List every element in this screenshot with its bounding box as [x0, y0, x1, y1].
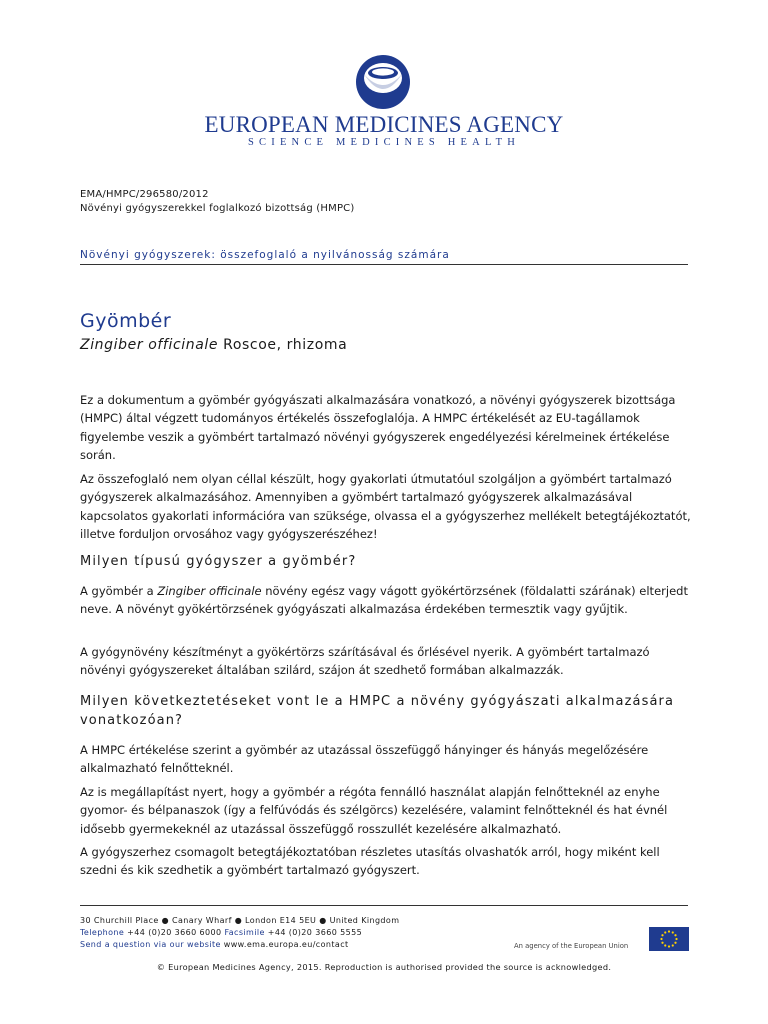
- divider: [80, 264, 688, 265]
- website-link[interactable]: www.ema.europa.eu/contact: [220, 940, 349, 949]
- agency-of-eu: An agency of the European Union: [514, 942, 629, 950]
- intro-paragraph-1: Ez a dokumentum a gyömbér gyógyászati alkalmazására vonatkozó, a növényi gyógyszerek bizottsága (HMPC) által végzett tudományos értékelés összefoglalója. A HMPC értékelését az EU-tagállamok figyelembe veszik a gyömbért tartalmazó növényi gyógyszerek engedélyezési kérelmeinek értékelése során.: [80, 393, 676, 463]
- document-reference: EMA/HMPC/296580/2012: [80, 189, 209, 200]
- agency-tagline: SCIENCE MEDICINES HEALTH: [248, 137, 520, 148]
- section-heading-2: Milyen következtetéseket vont le a HMPC a növény gyógyászati alkalmazására vonatkozóan?: [80, 694, 675, 728]
- section-1-paragraph-2: A gyógynövény készítményt a gyökértörzs szárításával és őrlésével nyerik. A gyömbért tartalmazó növényi gyógyszereket általában szilárd, szájon át szedhető formában alkalmazzák.: [80, 645, 650, 678]
- eu-star-icon: [674, 942, 676, 944]
- eu-star-icon: [661, 934, 663, 936]
- copyright: © European Medicines Agency, 2015. Reproduction is authorised provided the source is acknowledged.: [156, 962, 612, 972]
- footer-address: 30 Churchill Place ● Canary Wharf ● London E14 5EU ● United Kingdom: [80, 916, 400, 925]
- eu-star-icon: [668, 930, 670, 932]
- eu-star-icon: [674, 934, 676, 936]
- page-title: Gyömbér: [80, 310, 172, 332]
- telephone-number: +44 (0)20 3660 6000: [124, 928, 225, 937]
- section-1-paragraph-1: [80, 582, 695, 619]
- facsimile-number: +44 (0)20 3660 5555: [264, 928, 363, 937]
- footer-contact-line: [80, 940, 349, 949]
- section-2-paragraph-2: Az is megállapítást nyert, hogy a gyömbér a régóta fennálló használat alapján felnőtteknél az enyhe gyomor- és bélpanaszok (így a felfúvódás és szélgörcs) kezelésére, valamint felnőtteknél és hat évnél idősebb gyermekeknél az utazással összefüggő rosszullét kezelésére alkalmazható.: [80, 785, 668, 836]
- section-2-paragraph-1: A HMPC értékelése szerint a gyömbér az utazással összefüggő hányinger és hányás megelőzésére alkalmazható felnőtteknél.: [80, 743, 649, 776]
- facsimile-label: Facsimile: [224, 928, 265, 937]
- eu-star-icon: [675, 938, 677, 940]
- eu-star-icon: [664, 931, 666, 933]
- latin-name-inline: Zingiber officinale: [157, 584, 262, 598]
- text-span: A gyömbér a: [80, 584, 158, 598]
- ema-logo-icon: [355, 54, 411, 110]
- question-link[interactable]: Send a question via our website: [80, 940, 221, 949]
- eu-star-icon: [660, 938, 662, 940]
- telephone-label: Telephone: [80, 928, 125, 937]
- eu-star-icon: [668, 945, 670, 947]
- eu-star-icon: [672, 931, 674, 933]
- summary-type: Növényi gyógyszerek: összefoglaló a nyilvánosság számára: [80, 249, 450, 261]
- footer-divider: [80, 905, 688, 906]
- section-2-paragraph-3: A gyógyszerhez csomagolt betegtájékoztatóban részletes utasítás olvashatók arról, hogy miként kell szedni és kik szedhetik a gyömbért tartalmazó gyógyszert.: [80, 845, 660, 878]
- eu-star-icon: [661, 942, 663, 944]
- agency-name: EUROPEAN MEDICINES AGENCY: [204, 112, 564, 137]
- latin-name: Zingiber officinale: [80, 337, 219, 353]
- text-span: növény egész vagy vágott gyökértörzsének (földalatti szárának) elterjedt neve. A növényt gyökértörzsének gyógyászati alkalmazása érdekében termesztik vagy gyűjtik.: [80, 584, 688, 617]
- page-subtitle: [80, 337, 347, 353]
- footer-phone-line: [80, 928, 362, 937]
- eu-star-icon: [672, 944, 674, 946]
- committee-name: Növényi gyógyszerekkel foglalkozó bizottság (HMPC): [80, 203, 355, 214]
- intro-paragraph-2: Az összefoglaló nem olyan céllal készült, hogy gyakorlati útmutatóul szolgáljon a gyömbért tartalmazó gyógyszerek alkalmazásához. Amennyiben a gyömbért tartalmazó gyógyszerek alkalmazásával kapcsolatos gyakorlati információra van szüksége, olvassa el a gyógyszerhez mellékelt betegtájékoztatót, illetve forduljon orvosához vagy gyógyszerészéhez!: [80, 472, 691, 542]
- eu-flag-icon: [649, 927, 689, 951]
- section-heading-1: Milyen típusú gyógyszer a gyömbér?: [80, 554, 357, 569]
- eu-star-icon: [664, 944, 666, 946]
- latin-suffix: Roscoe, rhizoma: [218, 337, 348, 353]
